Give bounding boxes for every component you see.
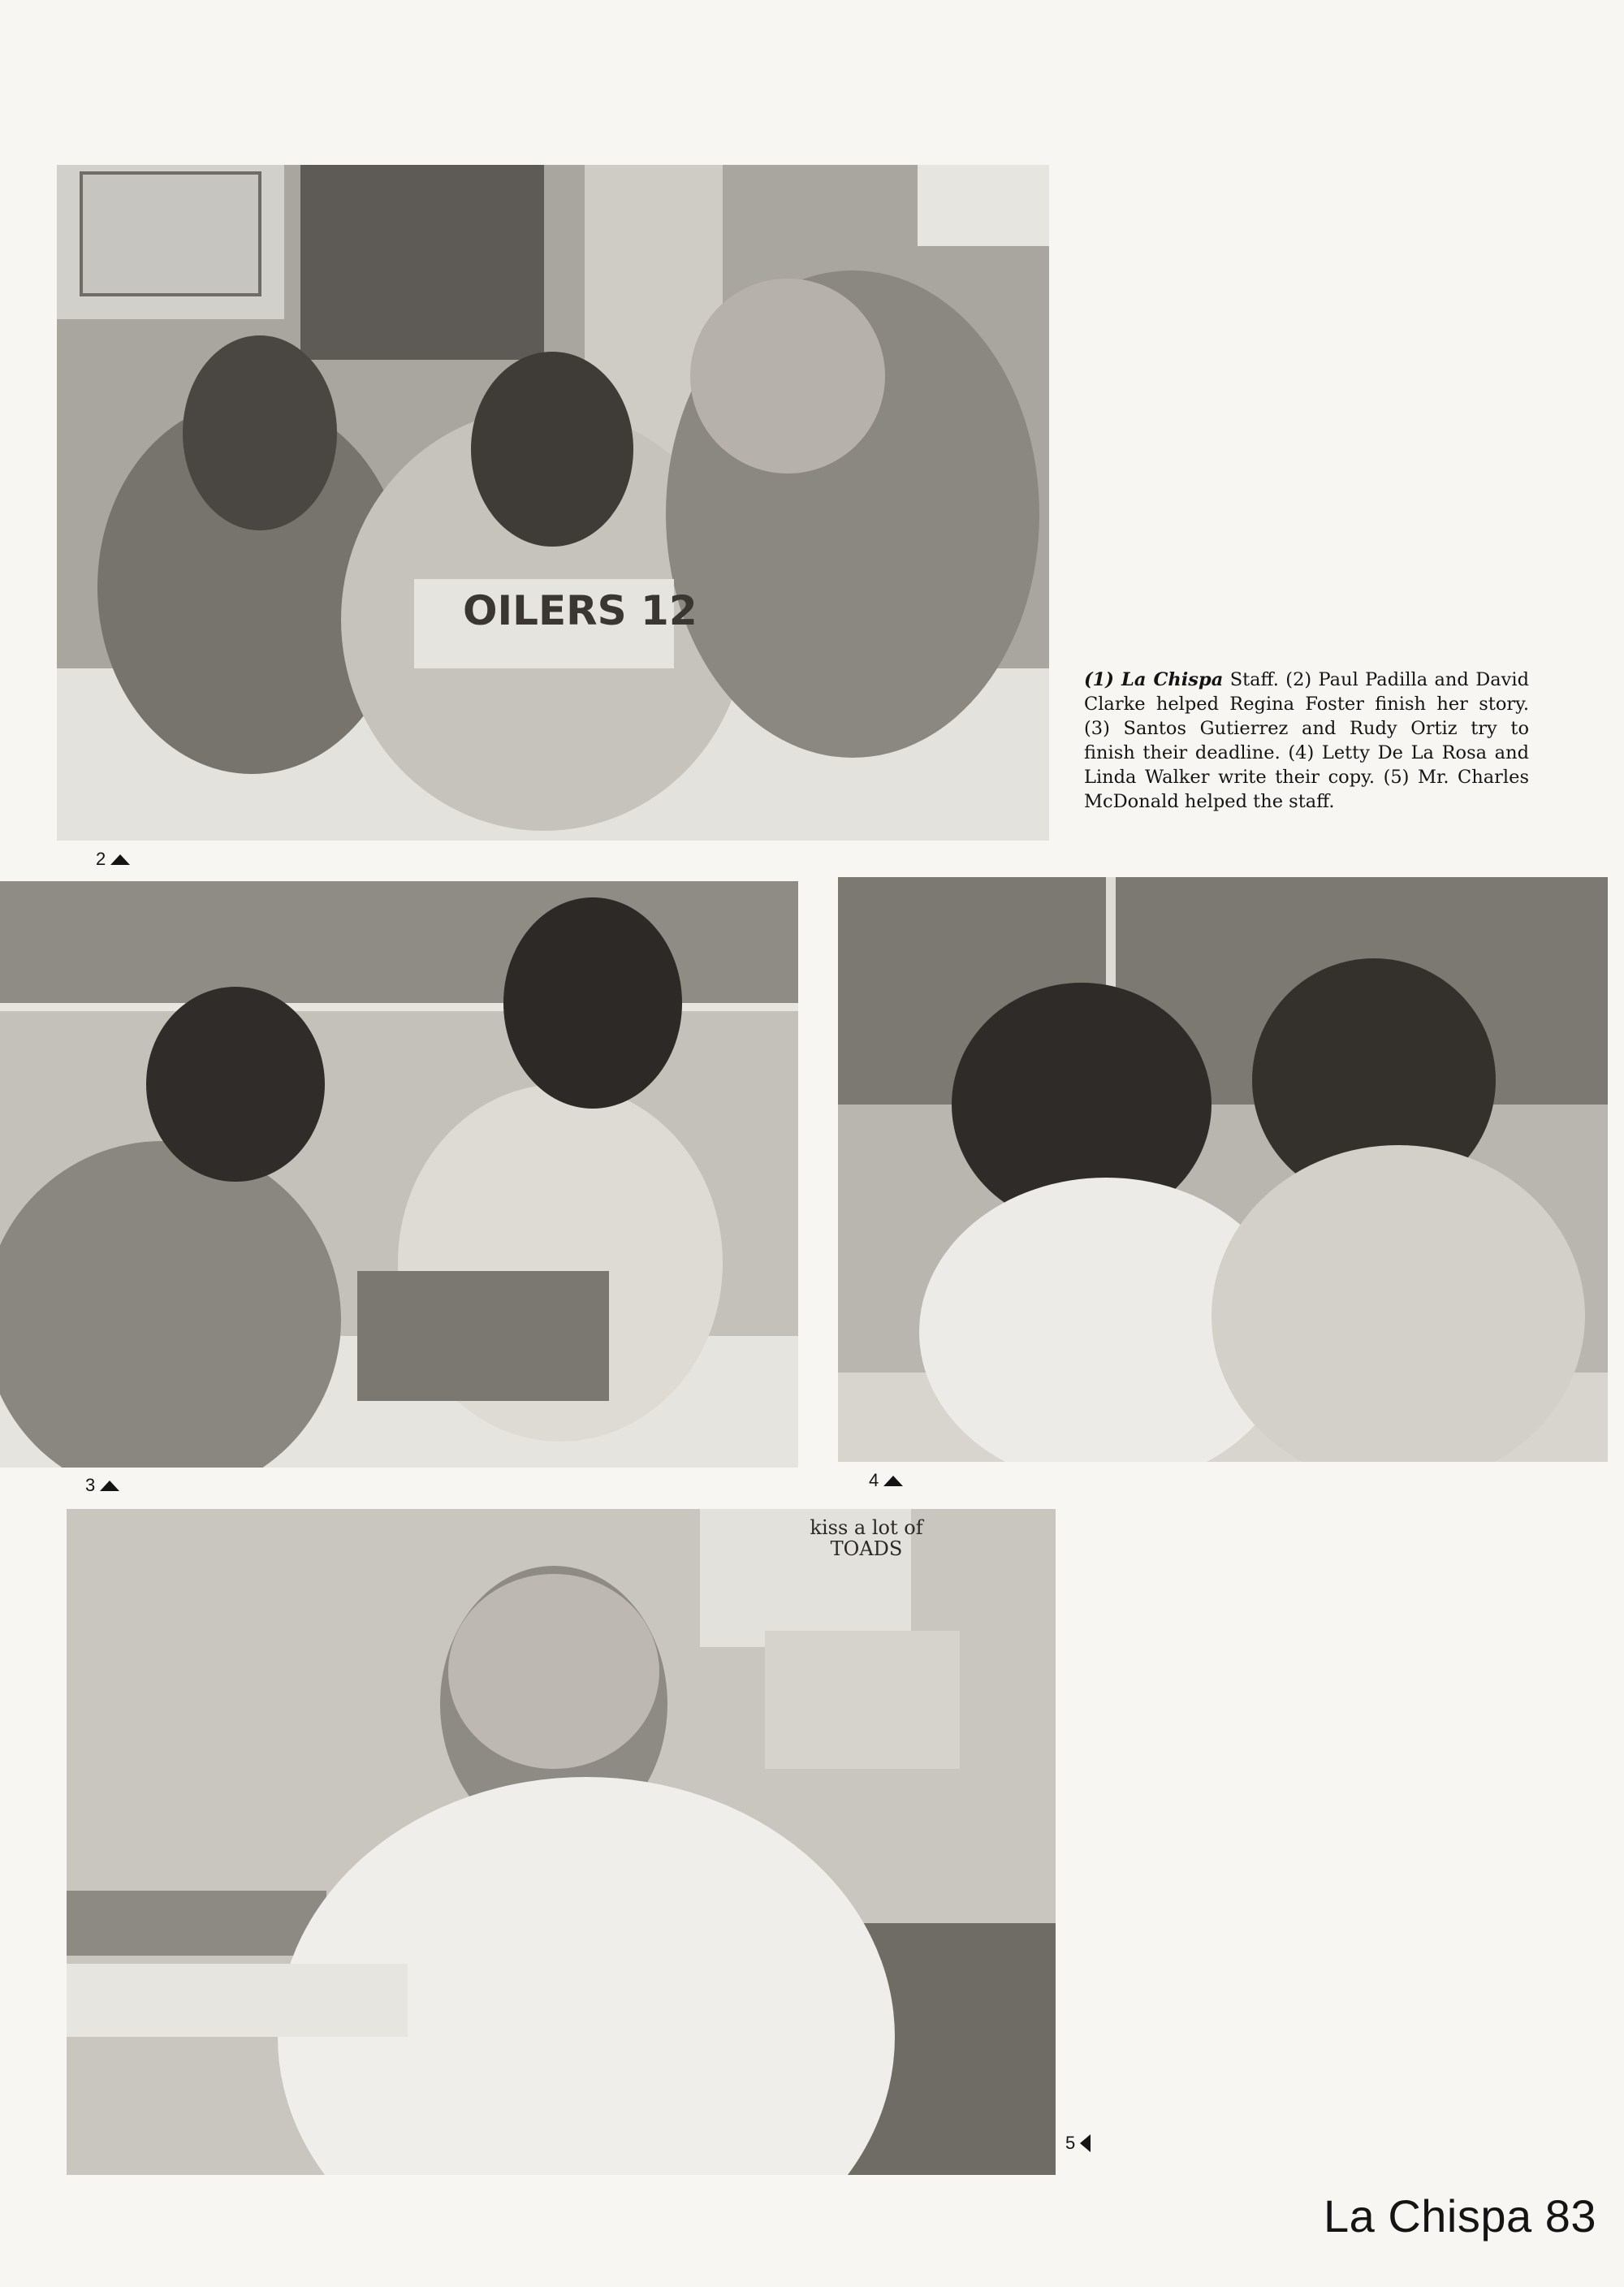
- photo-4-label: [869, 1470, 903, 1491]
- photo-2-staff-writing: [57, 165, 1049, 841]
- caption-body: Staff. (2) Paul Padilla and David Clarke helped Regina Foster finish her story. (3) Santos Gutierrez and Rudy Ortiz try to finish their deadline. (4) Letty De La Rosa and Linda Walker write their copy. (5) Mr. Charles McDonald helped the staff.: [1084, 669, 1529, 812]
- photo-2-illustration: [57, 165, 1049, 841]
- photo-2-number: 2: [96, 849, 106, 869]
- triangle-left-icon: [1080, 2134, 1091, 2152]
- photo-3-illustration: [0, 881, 798, 1468]
- photo-2-shirt-text: OILERS 12: [463, 587, 698, 634]
- photo-3-students-deadline: [0, 881, 798, 1468]
- photo-4-illustration: [838, 877, 1608, 1462]
- photo-5-illustration: [67, 1509, 1056, 2175]
- photo-2-label: [96, 849, 130, 870]
- poster-text: kiss a lot of TOADS: [810, 1516, 923, 1560]
- caption-lead: (1) La Chispa: [1084, 669, 1224, 690]
- caption: [1084, 668, 1529, 814]
- photo-5-mr-mcdonald: [67, 1509, 1056, 2175]
- photo-5-number: 5: [1065, 2133, 1076, 2153]
- triangle-up-icon: [883, 1476, 903, 1486]
- photo-3-number: 3: [85, 1475, 96, 1495]
- photo-5-label: [1065, 2133, 1091, 2154]
- triangle-up-icon: [100, 1481, 119, 1491]
- photo-4-writing-copy: [838, 877, 1608, 1462]
- triangle-up-icon: [110, 854, 130, 865]
- photo-4-number: 4: [869, 1470, 879, 1490]
- photo-3-label: [85, 1475, 119, 1496]
- page-footer: La Chispa 83: [1323, 2190, 1596, 2242]
